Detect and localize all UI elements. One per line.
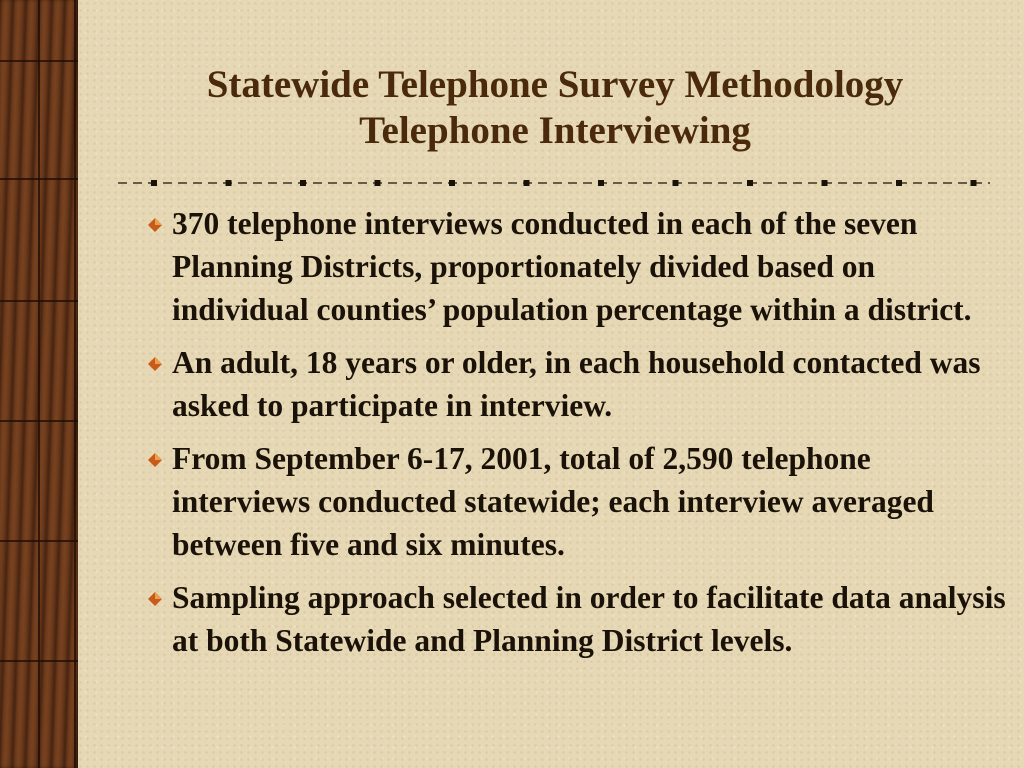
bullet-text: Sampling approach selected in order to facilitate data analysis at both Statewide and Planning District levels. [172,580,1006,658]
diamond-bullet-icon [148,218,162,232]
diamond-bullet-icon [148,453,162,467]
divider-dot [449,180,455,186]
bullet-text: From September 6-17, 2001, total of 2,590 telephone interviews conducted statewide; each interview averaged between five and six minutes. [172,441,934,562]
divider-dot [598,180,604,186]
wood-grid-line [74,0,76,768]
wood-grid-line [0,540,78,542]
divider-dot [971,180,977,186]
bullet-text: An adult, 18 years or older, in each household contacted was asked to participate in interview. [172,345,981,423]
divider-dot [300,180,306,186]
divider-dot [375,180,381,186]
divider-dot [226,180,232,186]
wood-texture-strip [0,0,78,768]
bullet-item [146,437,1016,566]
bullet-list [146,202,1016,672]
wood-grid-line [0,660,78,662]
wood-grid-line [0,60,78,62]
diamond-bullet-icon [148,592,162,606]
wood-grid-line [0,300,78,302]
divider-dot [524,180,530,186]
wood-grid-line [38,0,40,768]
divider-dot [822,180,828,186]
title-divider [118,177,990,189]
wood-grid-line [0,178,78,180]
divider-dot [673,180,679,186]
slide-title-line-1: Statewide Telephone Survey Methodology [206,63,904,106]
bullet-item [146,576,1016,662]
bullet-item [146,202,1016,331]
bullet-text: 370 telephone interviews conducted in each of the seven Planning Districts, proportionately divided based on individual counties’ population percentage within a district. [172,206,972,327]
diamond-bullet-icon [148,357,162,371]
slide-title-line-2: Telephone Interviewing [359,109,751,152]
bullet-item [146,341,1016,427]
divider-dot [896,180,902,186]
divider-dot [747,180,753,186]
wood-grid-line [0,420,78,422]
slide-title [90,62,1020,154]
divider-dot [151,180,157,186]
